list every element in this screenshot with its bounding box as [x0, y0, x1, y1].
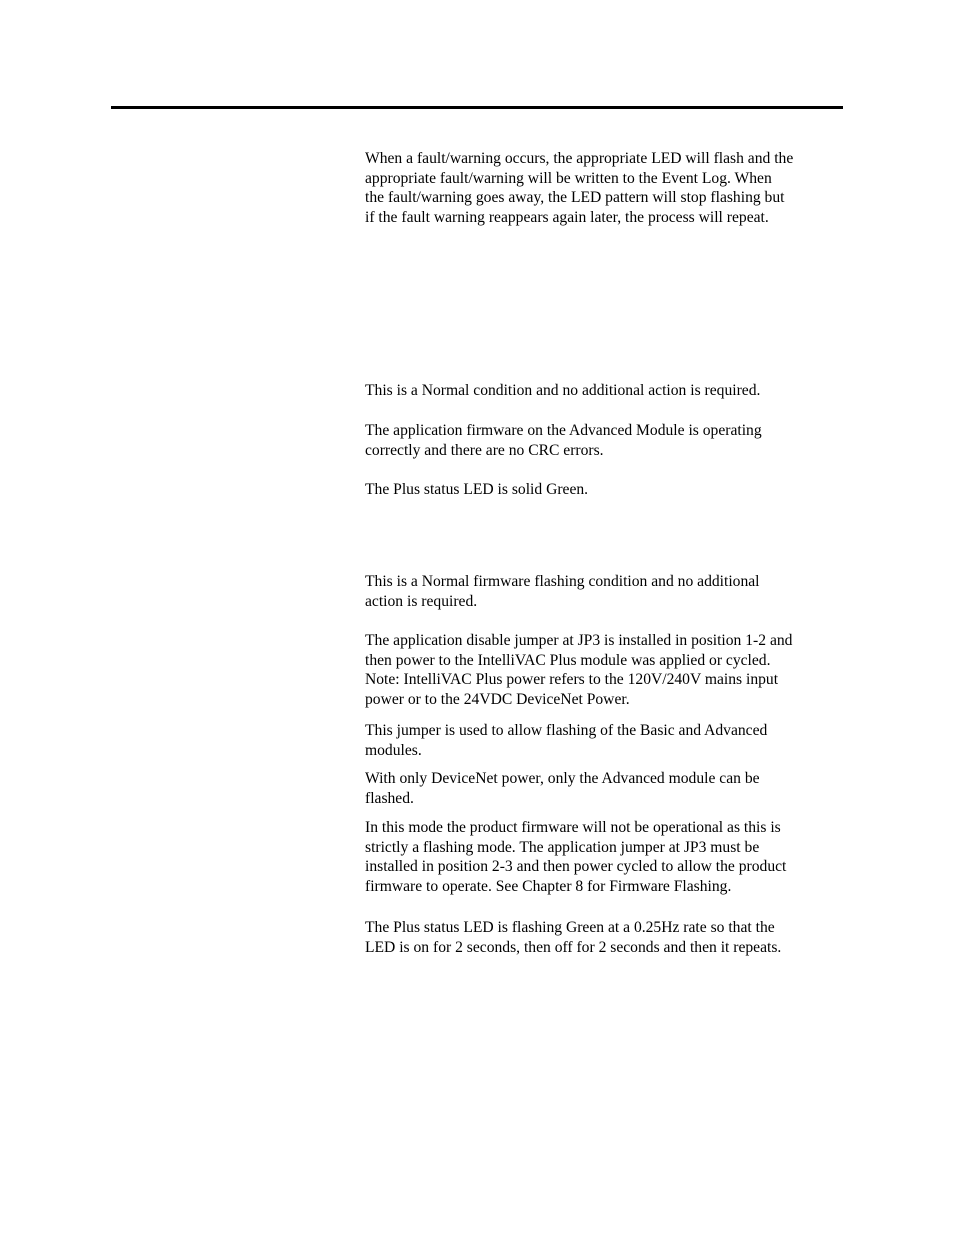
paragraph-fault-warning: [365, 149, 845, 227]
paragraph-devicenet-only: [365, 769, 845, 808]
text-line: installed in position 2-3 and then power cycled to allow the product: [365, 858, 787, 876]
paragraph-normal-condition: [365, 381, 845, 401]
text-line: correctly and there are no CRC errors.: [365, 441, 604, 459]
text-line: When a fault/warning occurs, the appropriate LED will flash and the: [365, 150, 794, 167]
text-line: appropriate fault/warning will be written to the Event Log. When: [365, 169, 772, 187]
header-rule: [111, 106, 843, 109]
text-line: if the fault warning reappears again later, the process will repeat.: [365, 208, 769, 226]
text-line: strictly a flashing mode. The application jumper at JP3 must be: [365, 838, 760, 856]
text-line: The application disable jumper at JP3 is installed in position 1-2 and: [365, 632, 793, 649]
text-line: flashed.: [365, 789, 414, 807]
text-line: The application firmware on the Advanced Module is operating: [365, 422, 762, 439]
paragraph-solid-green: [365, 480, 845, 500]
paragraph-normal-flashing: [365, 572, 845, 611]
text-line: This jumper is used to allow flashing of the Basic and Advanced: [365, 722, 768, 739]
text-line: This is a Normal firmware flashing condition and no additional: [365, 573, 760, 590]
text-line: action is required.: [365, 592, 478, 610]
text-line: In this mode the product firmware will not be operational as this is: [365, 819, 781, 836]
text-line: With only DeviceNet power, only the Advanced module can be: [365, 770, 760, 787]
text-line: Note: IntelliVAC Plus power refers to the 120V/240V mains input: [365, 671, 779, 689]
paragraph-flashing-mode: [365, 818, 845, 896]
text-line: firmware to operate. See Chapter 8 for Firmware Flashing.: [365, 877, 732, 895]
text-line: This is a Normal condition and no additional action is required.: [365, 382, 761, 399]
paragraph-jumper-jp3: [365, 631, 845, 709]
text-line: The Plus status LED is solid Green.: [365, 481, 589, 498]
paragraph-flashing-green: [365, 918, 845, 957]
text-line: LED is on for 2 seconds, then off for 2 seconds and then it repeats.: [365, 938, 782, 956]
text-line: power or to the 24VDC DeviceNet Power.: [365, 690, 630, 708]
paragraph-jumper-purpose: [365, 721, 845, 760]
text-line: The Plus status LED is flashing Green at a 0.25Hz rate so that the: [365, 919, 775, 936]
text-line: then power to the IntelliVAC Plus module was applied or cycled.: [365, 651, 771, 669]
text-line: the fault/warning goes away, the LED pattern will stop flashing but: [365, 189, 785, 207]
paragraph-firmware-ok: [365, 421, 845, 460]
text-line: modules.: [365, 741, 422, 759]
